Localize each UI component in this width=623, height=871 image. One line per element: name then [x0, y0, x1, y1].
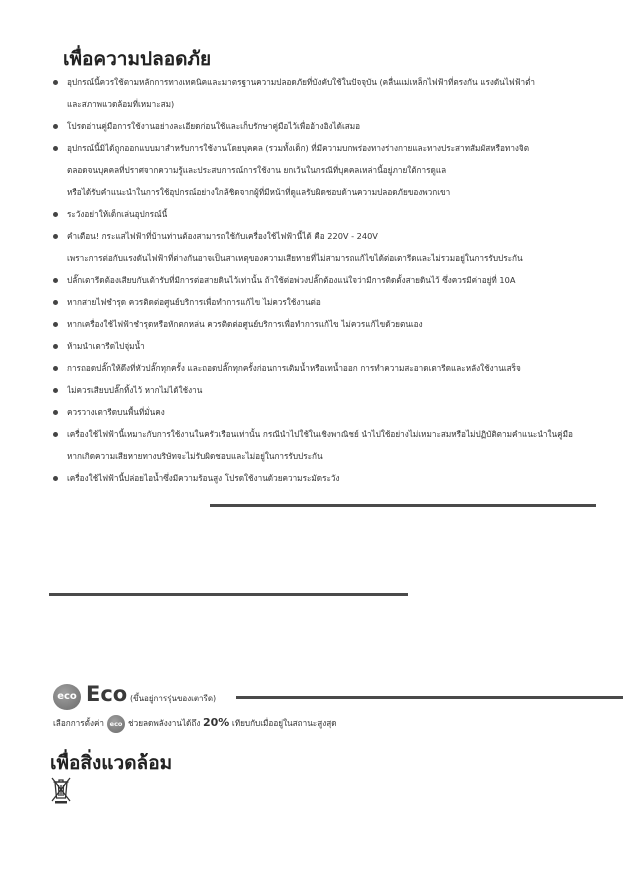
crossed-bin-icon [50, 776, 72, 804]
divider-1 [210, 504, 596, 507]
safety-item [50, 225, 595, 269]
bullet-icon [53, 234, 58, 239]
eco-model-note: (ขึ้นอยู่การรุ่นของเตารีด) [130, 694, 217, 703]
safety-item [50, 467, 595, 489]
bullet-icon [53, 366, 58, 371]
safety-item-text: หรือได้รับคำแนะนำในการใช้อุปกรณ์อย่างใกล้ชิดจากผู้ที่มีหน้าที่ดูแลรับผิดชอบด้านความปลอดภัยของพวกเขา [67, 187, 451, 197]
safety-item [50, 423, 595, 467]
safety-item-text: ตลอดจนบุคคลที่ปราศจากความรู้และประสบการณ์การใช้งาน ยกเว้นในกรณีที่บุคคลเหล่านี้อยู่ภายใต้การดูแล [67, 165, 447, 175]
safety-item-text: ไม่ควรเสียบปลั๊กทิ้งไว้ หากไม่ได้ใช้งาน [67, 385, 203, 395]
safety-item-text: เครื่องใช้ไฟฟ้านี้ปล่อยไอน้ำซึ่งมีความร้อนสูง โปรดใช้งานด้วยความระมัดระวัง [67, 473, 340, 483]
safety-item-text: และสภาพแวดล้อมที่เหมาะสม) [67, 99, 175, 109]
safety-item [50, 291, 595, 313]
safety-item-text: อุปกรณ์นี้มิได้ถูกออกแบบมาสำหรับการใช้งานโดยบุคคล (รวมทั้งเด็ก) ที่มีความบกพร่องทางร่างกายและทางประสาทสัมผัสหรือทางจิต [67, 143, 530, 153]
safety-list [50, 71, 595, 489]
safety-item-text: ระวังอย่าให้เด็กเล่นอุปกรณ์นี้ [67, 209, 168, 219]
eco-description [53, 714, 337, 732]
bullet-icon [53, 124, 58, 129]
safety-item [50, 379, 595, 401]
eco-desc-suffix: เทียบกับเมื่ออยู่ในสถานะสูงสุด [231, 718, 337, 728]
bullet-icon [53, 410, 58, 415]
eco-desc-middle: ช่วยลดพลังงานได้ถึง [128, 718, 201, 728]
eco-label: Eco [86, 682, 128, 706]
bullet-icon [53, 322, 58, 327]
bullet-icon [53, 80, 58, 85]
eco-divider [236, 696, 623, 699]
bullet-icon [53, 476, 58, 481]
eco-heading [53, 684, 613, 710]
eco-mini-icon: eco [107, 715, 125, 733]
safety-title: เพื่อความปลอดภัย [63, 48, 212, 70]
bullet-icon [53, 212, 58, 217]
safety-item-text: เครื่องใช้ไฟฟ้านี้เหมาะกับการใช้งานในครัวเรือนเท่านั้น กรณีนำไปใช้ในเชิงพาณิชย์ นำไปใช้อย่างไม่เหมาะสมหรือไม่ปฏิบัติตามคำแนะนำในคู่มือ [67, 429, 573, 439]
bullet-icon [53, 300, 58, 305]
divider-2 [49, 593, 408, 596]
bullet-icon [53, 432, 58, 437]
bullet-icon [53, 278, 58, 283]
safety-item-text: การถอดปลั๊กให้ดึงที่หัวปลั๊กทุกครั้ง และถอดปลั๊กทุกครั้งก่อนการเติมน้ำหรือเทน้ำออก การทำความสะอาดเตารีดและหลังใช้งานเสร็จ [67, 363, 521, 373]
safety-item-text: ควรวางเตารีดบนพื้นที่มั่นคง [67, 407, 165, 417]
bullet-icon [53, 388, 58, 393]
safety-item [50, 269, 595, 291]
environment-title: เพื่อสิ่งแวดล้อม [50, 752, 173, 774]
safety-item-text: ห้ามนำเตารีดไปจุ่มน้ำ [67, 341, 145, 351]
safety-item-text: ปลั๊กเตารีดต้องเสียบกับเต้ารับที่มีการต่อสายดินไว้เท่านั้น ถ้าใช้ต่อพ่วงปลั๊กต้องแน่ใจว่ามีการติดตั้งสายดินไว้ ซึ่งควรมีค่าอยู่ที่ 10A [67, 275, 516, 285]
safety-item [50, 71, 595, 115]
safety-item-text: คำเตือน! กระแสไฟฟ้าที่บ้านท่านต้องสามารถใช้กับเครื่องใช้ไฟฟ้านี้ได้ คือ 220V - 240V [67, 231, 378, 241]
eco-badge-icon: eco [53, 684, 81, 710]
safety-item [50, 357, 595, 379]
safety-item-text: หากสายไฟชำรุด ควรติดต่อศูนย์บริการเพื่อทำการแก้ไข ไม่ควรใช้งานต่อ [67, 297, 321, 307]
safety-item-text: หากเกิดความเสียหายทางบริษัทจะไม่รับผิดชอบและไม่อยู่ในการรับประกัน [67, 451, 323, 461]
eco-percent: 20% [202, 716, 230, 729]
safety-item [50, 335, 595, 357]
safety-item [50, 313, 595, 335]
bullet-icon [53, 146, 58, 151]
safety-item-text: โปรดอ่านคู่มือการใช้งานอย่างละเอียดก่อนใช้และเก็บรักษาคู่มือไว้เพื่ออ้างอิงได้เสมอ [67, 121, 361, 131]
bullet-icon [53, 344, 58, 349]
safety-item-text: อุปกรณ์นี้ควรใช้ตามหลักการทางเทคนิคและมาตรฐานความปลอดภัยที่บังคับใช้ในปัจจุบัน (คลื่นแม่เหล็กไฟฟ้าที่ตรงกัน แรงดันไฟฟ้าต่ำ [67, 77, 536, 87]
safety-item [50, 401, 595, 423]
safety-item [50, 137, 595, 203]
eco-desc-prefix: เลือกการตั้งค่า [53, 718, 105, 728]
safety-item-text: เพราะการต่อกับแรงดันไฟฟ้าที่ต่างกันอาจเป็นสาเหตุของความเสียหายที่ไม่สามารถแก้ไขได้ต่อเตารีดและไม่รวมอยู่ในการรับประกัน [67, 253, 523, 263]
safety-item [50, 115, 595, 137]
safety-item [50, 203, 595, 225]
safety-item-text: หากเครื่องใช้ไฟฟ้าชำรุดหรือหักตกหล่น ควรติดต่อศูนย์บริการเพื่อทำการแก้ไข ไม่ควรแก้ไขด้วยตนเอง [67, 319, 423, 329]
